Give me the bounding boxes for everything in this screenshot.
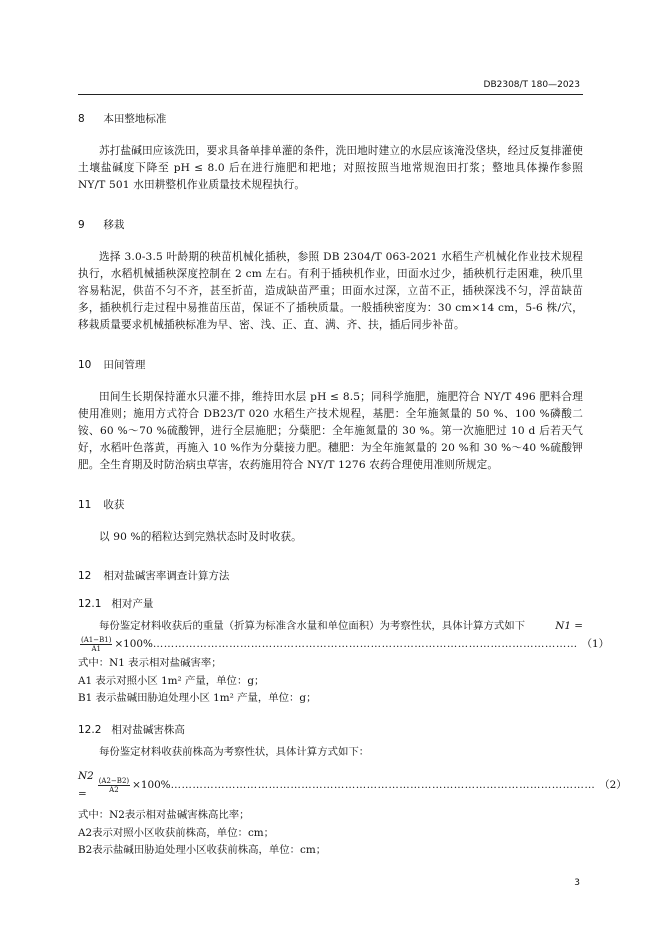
section-title: 本田整地标准 — [103, 113, 167, 125]
formula-lhs: N2 = — [78, 770, 94, 801]
formula-2-where: 式中：N2表示相对盐碱害株高比率； — [78, 809, 250, 822]
subsection-12-2-heading — [78, 722, 583, 738]
section-number: 8 — [78, 113, 85, 125]
denominator: A2 — [109, 785, 119, 794]
numerator: (A1−B1) — [81, 635, 112, 644]
section-number: 9 — [78, 218, 85, 231]
subsection-12-1-heading — [78, 596, 583, 612]
formula-2-var-b2: B2表示盐碱田胁迫处理小区收获前株高，单位：cm； — [78, 844, 327, 857]
section-8-heading — [78, 111, 583, 127]
header-rule — [78, 94, 583, 95]
section-9-heading — [78, 217, 583, 233]
section-number: 12 — [78, 569, 92, 582]
subsection-title: 相对盐碱害株高 — [111, 723, 185, 736]
intro-text: 每份鉴定材料收获后的重量（折算为标准含水量和单位面积）为考察性状，具体计算方式如下 — [99, 619, 526, 632]
denominator: A1 — [91, 644, 101, 653]
section-12-heading — [78, 568, 583, 584]
leader-dots: ……………………………………………………………………………………………………… — [152, 638, 578, 651]
section-title: 相对盐碱害率调查计算方法 — [103, 569, 230, 582]
section-number: 10 — [78, 358, 92, 371]
section-11-body: 以 90 %的稻粒达到完熟状态时及时收获。 — [99, 530, 302, 543]
numerator: (A2−B2) — [98, 776, 130, 785]
formula-lhs: N1 = — [555, 619, 583, 632]
fraction — [80, 636, 112, 653]
formula-1-var-a1: A1 表示对照小区 1m² 产量，单位：g； — [78, 674, 265, 687]
subsection-12-2-intro: 每份鉴定材料收获前株高为考察性状，具体计算方式如下： — [99, 745, 370, 758]
page-content — [78, 111, 627, 860]
formula-1-var-b1: B1 表示盐碱田胁迫处理小区 1m² 产量，单位：g； — [78, 692, 317, 705]
section-8-body: 苏打盐碱田应该洗田，要求具备单排单灌的条件，洗田地时建立的水层应该淹没垡块，经过反复排灌使土壤盐碱度下降至 pH ≤ 8.0 后在进行施肥和耙地；对照按照当地常规泡田打浆；整地具体操作参照 NY/T 501 水田耕整机作业质量技术规程执行。 — [78, 145, 583, 192]
section-title: 收获 — [103, 498, 125, 511]
formula-2-var-a2: A2表示对照小区收获前株高，单位：cm； — [78, 826, 275, 839]
section-title: 移栽 — [103, 218, 125, 231]
formula-1-where: 式中：N1 表示相对盐碱害率； — [78, 657, 222, 670]
equation-number: （2） — [599, 779, 627, 792]
section-10-heading — [78, 357, 583, 373]
section-10-body: 田间生长期保持灌水只灌不排，维持田水层 pH ≤ 8.5；同科学施肥，施肥符合 NY/T 496 肥料合理使用准则；施用方式符合 DB23/T 020 水稻生产技术规程，基肥：全年施氮量的 50 %、100 %磷酸二铵、60 %～70 %硫酸钾，进行全层施肥；分蘖肥：全年施氮量的 30 %。第一次施肥过 10 d 后若天气好，水稻叶色落黄，再施入 10 %作为分蘖接力肥。穗肥：为全年施氮量的 20 %和 30 %～40 %硫酸钾肥。全生育期及时防治病虫草害，农药施用符合 NY/T 1276 农药合理使用准则所规定。 — [78, 390, 583, 472]
formula-suffix: ×100% — [132, 779, 171, 792]
equation-number: （1） — [581, 638, 609, 651]
section-number: 11 — [78, 498, 92, 511]
formula-2 — [78, 767, 627, 803]
subsection-12-1-intro — [78, 618, 583, 636]
formula-suffix: ×100% — [114, 638, 153, 651]
leader-dots: ……………………………………………………………………………………………………… — [170, 779, 596, 792]
section-title: 田间管理 — [103, 358, 146, 371]
subsection-number: 12.2 — [78, 723, 102, 736]
fraction — [98, 777, 130, 794]
document-id-header: DB2308/T 180—2023 — [483, 80, 580, 90]
section-9-body: 选择 3.0-3.5 叶龄期的秧苗机械化插秧，参照 DB 2304/T 063-2021 水稻生产机械化作业技术规程执行，水稻机械插秧深度控制在 2 cm 左右。有利于插秧机作业，田面水过少，插秧机行走困难，秧爪里容易粘泥，供苗不匀不齐，甚至折苗，造成缺苗严重；田面水过深，立苗不正，插秧深浅不匀，浮苗缺苗多，插秧机行走过程中易推苗压苗，保证不了插秧质量。一般插秧密度为：30 cm×14 cm，5-6 株/穴，移栽质量要求机械插秧标准为早、密、浅、正、直、满、齐、扶，插后同步补苗。 — [78, 250, 583, 332]
section-11-heading — [78, 497, 583, 513]
subsection-title: 相对产量 — [111, 597, 154, 610]
subsection-number: 12.1 — [78, 597, 102, 610]
page-number: 3 — [574, 878, 580, 888]
formula-1 — [78, 635, 609, 653]
